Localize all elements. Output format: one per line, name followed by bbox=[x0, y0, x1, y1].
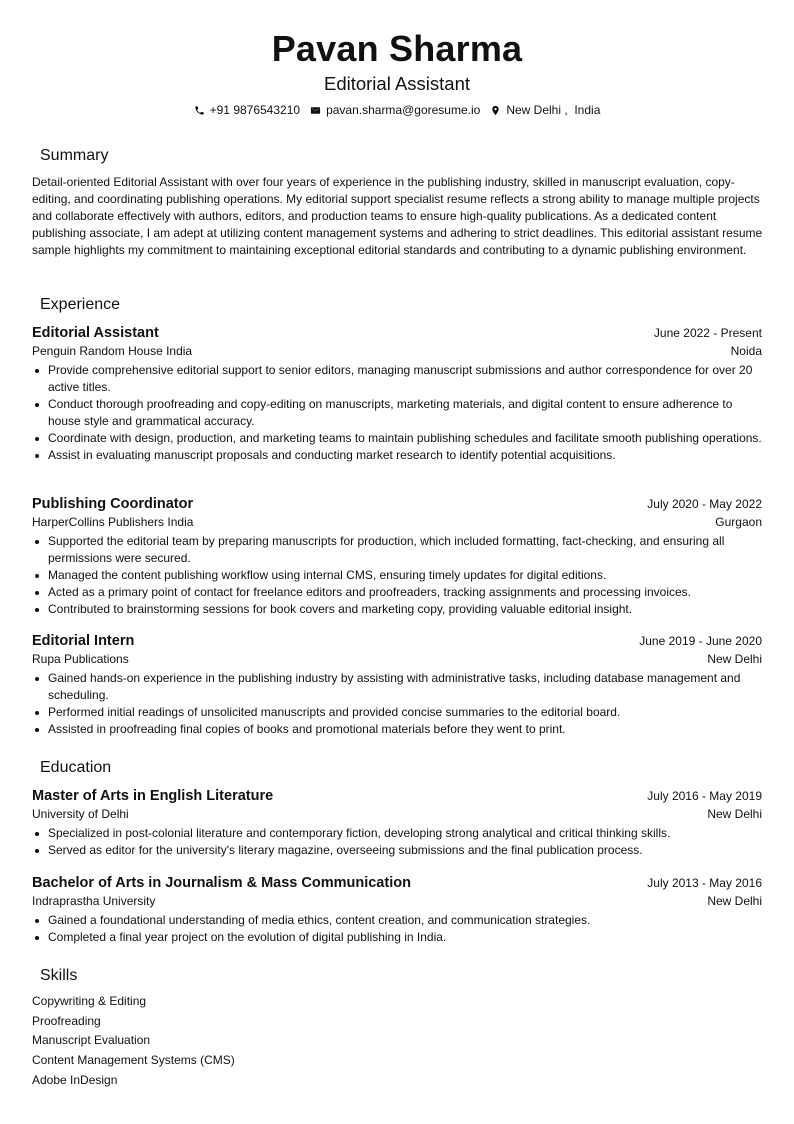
education-entry bbox=[32, 874, 762, 946]
bullet-item: Contributed to brainstorming sessions for book covers and marketing copy, providing valuable editorial insight. bbox=[32, 601, 762, 618]
degree-title: Master of Arts in English Literature bbox=[32, 788, 274, 804]
job-dates: July 2020 - May 2022 bbox=[647, 497, 762, 511]
school-name: Indraprastha University bbox=[32, 894, 156, 908]
candidate-role: Editorial Assistant bbox=[323, 73, 470, 94]
experience-entry bbox=[32, 324, 762, 464]
degree-dates: July 2016 - May 2019 bbox=[647, 789, 762, 803]
education-heading: Education bbox=[40, 759, 112, 776]
school-location: New Delhi bbox=[707, 807, 762, 821]
school-location: New Delhi bbox=[707, 894, 762, 908]
job-location: Gurgaon bbox=[715, 515, 762, 529]
education-bullets bbox=[32, 825, 762, 859]
contact-bar bbox=[0, 102, 794, 118]
education-entry bbox=[32, 787, 762, 859]
bullet-item: Acted as a primary point of contact for freelance editors and proofreaders, tracking assignments and processing invoices. bbox=[32, 584, 762, 601]
school-name: University of Delhi bbox=[32, 807, 129, 821]
bullet-item: Performed initial readings of unsolicited manuscripts and provided concise summaries to the editorial board. bbox=[32, 704, 762, 721]
bullet-item: Assist in evaluating manuscript proposals and conducting market research to identify potential acquisitions. bbox=[32, 447, 762, 464]
skills-heading: Skills bbox=[40, 967, 78, 984]
candidate-name: Pavan Sharma bbox=[271, 28, 523, 69]
degree-title: Bachelor of Arts in Journalism & Mass Communication bbox=[32, 875, 411, 891]
summary-heading: Summary bbox=[40, 147, 109, 164]
phone-icon bbox=[194, 105, 205, 116]
job-dates: June 2019 - June 2020 bbox=[639, 634, 762, 648]
experience-heading: Experience bbox=[40, 296, 121, 313]
skill-item: Content Management Systems (CMS) bbox=[32, 1053, 235, 1068]
contact-phone[interactable] bbox=[194, 102, 300, 118]
phone-text: +91 9876543210 bbox=[209, 103, 301, 117]
company-name: HarperCollins Publishers India bbox=[32, 515, 194, 529]
job-bullets bbox=[32, 533, 762, 618]
email-text: pavan.sharma@goresume.io bbox=[326, 103, 481, 117]
education-bullets bbox=[32, 912, 762, 946]
location-text: New Delhi , India bbox=[506, 103, 601, 117]
skill-item: Proofreading bbox=[32, 1013, 101, 1028]
company-name: Rupa Publications bbox=[32, 652, 129, 666]
map-pin-icon bbox=[490, 105, 501, 116]
job-bullets bbox=[32, 670, 762, 738]
contact-email[interactable] bbox=[310, 102, 480, 118]
bullet-item: Managed the content publishing workflow using internal CMS, ensuring timely updates for digital editions. bbox=[32, 567, 762, 584]
bullet-item: Specialized in post-colonial literature and contemporary fiction, developing strong analytical and critical thinking skills. bbox=[32, 825, 762, 842]
bullet-item: Conduct thorough proofreading and copy-editing on manuscripts, marketing materials, and digital content to ensure adherence to house style and grammatical accuracy. bbox=[32, 396, 762, 430]
bullet-item: Gained a foundational understanding of media ethics, content creation, and communication strategies. bbox=[32, 912, 762, 929]
bullet-item: Supported the editorial team by preparing manuscripts for production, which included formatting, fact-checking, and ensuring all permissions were secured. bbox=[32, 533, 762, 567]
skills-list bbox=[32, 992, 235, 1091]
job-bullets bbox=[32, 362, 762, 464]
job-dates: June 2022 - Present bbox=[653, 326, 762, 340]
experience-entry bbox=[32, 632, 762, 738]
bullet-item: Completed a final year project on the evolution of digital publishing in India. bbox=[32, 929, 762, 946]
bullet-item: Assisted in proofreading final copies of books and promotional materials before they went to print. bbox=[32, 721, 762, 738]
summary-text: Detail-oriented Editorial Assistant with over four years of experience in the publishing industry, skilled in manuscript evaluation, copy-editing, and coordinating publishing operations. My editorial support specialist resume reflects a strong ability to manage multiple projects and collaborate effectively with authors, editors, and production teams to ensure high-quality publications. As a dedicated content publishing associate, I am adept at utilizing content management systems and adhering to strict deadlines. This editorial assistant resume sample highlights my commitment to maintaining exceptional editorial standards and contributing to a dynamic publishing environment. bbox=[32, 175, 763, 257]
degree-dates: July 2013 - May 2016 bbox=[647, 876, 762, 890]
company-name: Penguin Random House India bbox=[32, 344, 193, 358]
contact-location bbox=[490, 102, 600, 118]
job-location: Noida bbox=[730, 344, 762, 358]
bullet-item: Provide comprehensive editorial support to senior editors, managing manuscript submissions and author correspondence for over 20 active titles. bbox=[32, 362, 762, 396]
bullet-item: Gained hands-on experience in the publishing industry by assisting with administrative tasks, including database management and scheduling. bbox=[32, 670, 762, 704]
bullet-item: Coordinate with design, production, and marketing teams to maintain publishing schedules and facilitate smooth publishing operations. bbox=[32, 430, 762, 447]
job-title: Editorial Intern bbox=[32, 633, 135, 649]
job-location: New Delhi bbox=[707, 652, 762, 666]
skill-item: Manuscript Evaluation bbox=[32, 1033, 151, 1048]
envelope-icon bbox=[310, 105, 321, 116]
job-title: Publishing Coordinator bbox=[32, 496, 194, 512]
job-title: Editorial Assistant bbox=[32, 325, 159, 341]
bullet-item: Served as editor for the university's literary magazine, overseeing submissions and the final publication process. bbox=[32, 842, 762, 859]
skill-item: Adobe InDesign bbox=[32, 1072, 118, 1087]
skill-item: Copywriting & Editing bbox=[32, 994, 147, 1008]
experience-entry bbox=[32, 495, 762, 618]
